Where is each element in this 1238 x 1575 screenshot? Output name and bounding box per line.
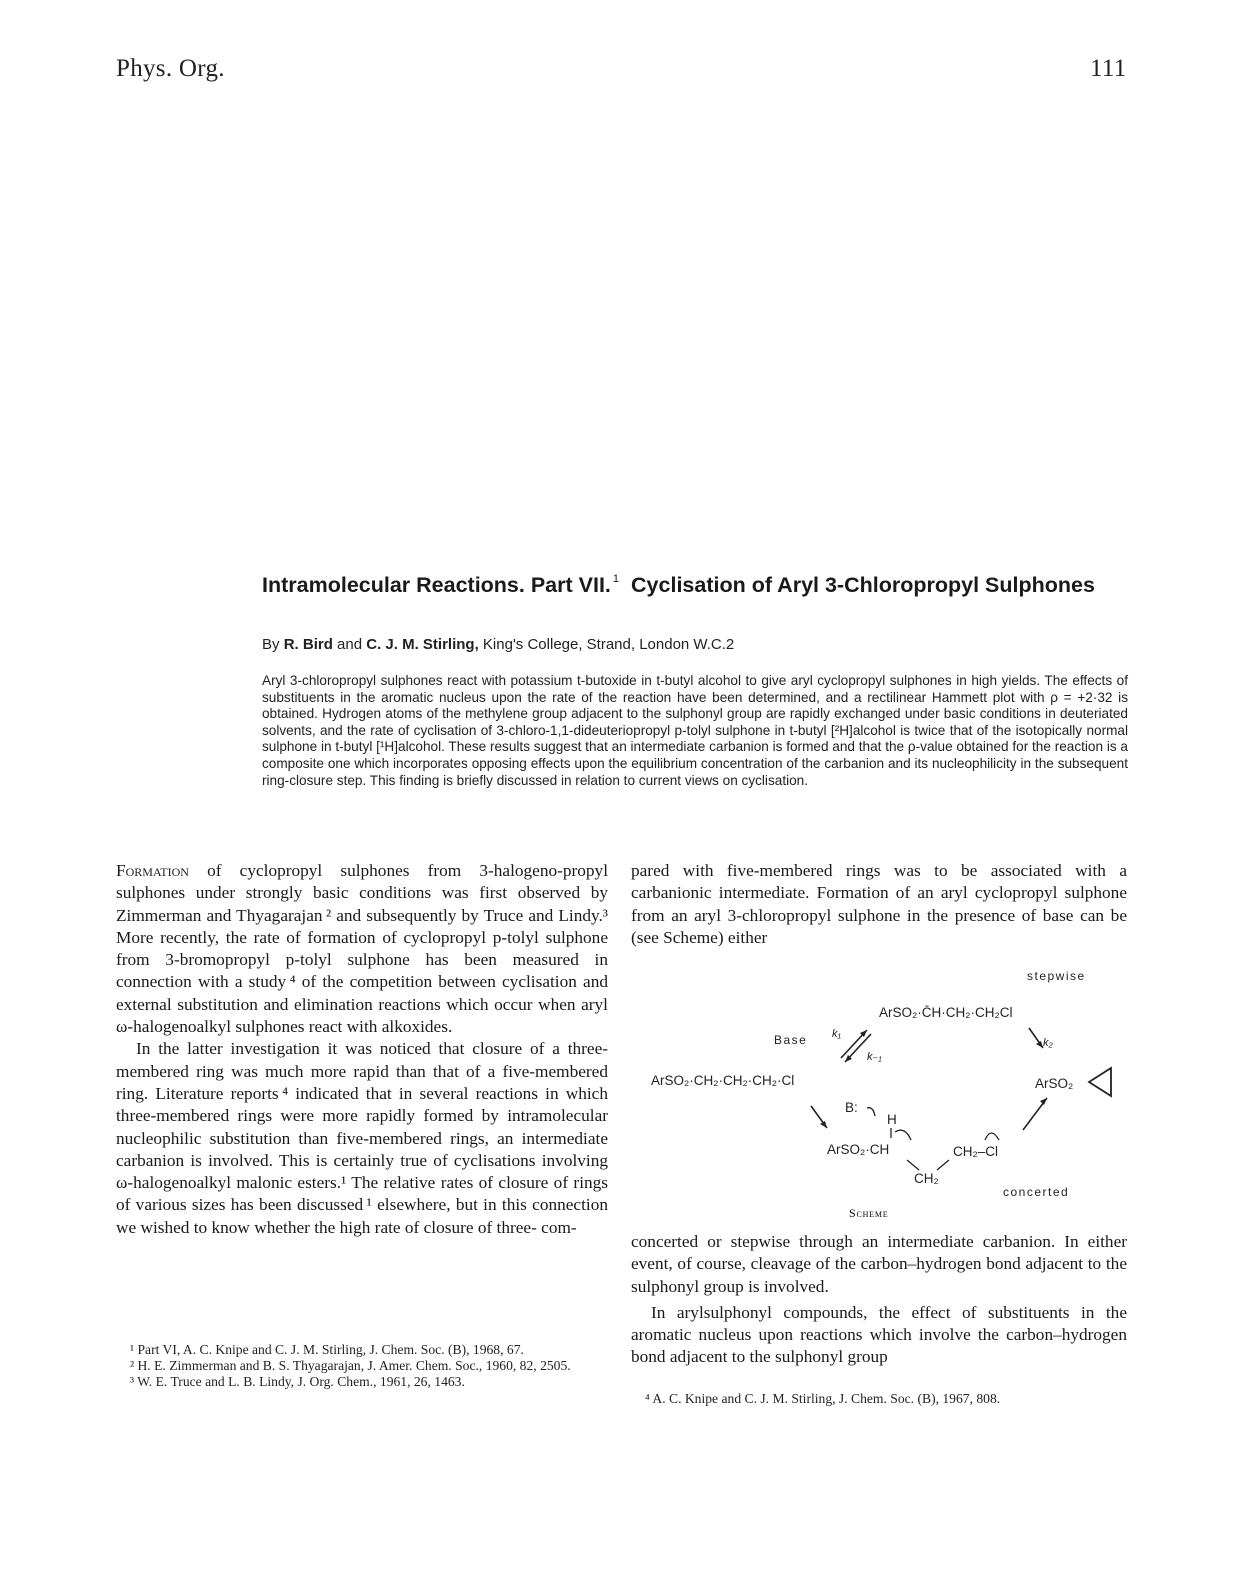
affiliation: King's College, Strand, London W.C.2: [482, 636, 735, 653]
scheme-start-compound: ArSO₂·CH₂·CH₂·CH₂·Cl: [651, 1073, 795, 1088]
right-paragraph-2: concerted or stepwise through an intermediate carbanion. In either event, of course, cleavage of the carbon–hydrogen bond adjacent to the sulphonyl group is involved.: [631, 1232, 1127, 1296]
arrowhead-k2: [1036, 1041, 1043, 1048]
title-ref: 1: [612, 573, 620, 585]
scheme-base-label: Base: [774, 1033, 808, 1047]
scheme-base-b: B:: [845, 1100, 858, 1115]
right-paragraph-3: In arylsulphonyl compounds, the effect of substituents in the aromatic nucleus upon reactions which involve the carbon–hydrogen bond adjacent to the sulphonyl group: [631, 1302, 1127, 1367]
author-2: C. J. M. Stirling,: [366, 636, 479, 653]
footnote-4: ⁴ A. C. Knipe and C. J. M. Stirling, J. Chem. Soc. (B), 1967, 808.: [645, 1391, 1001, 1406]
scheme-carbanion: ArSO₂·C̄H·CH₂·CH₂Cl: [879, 1005, 1013, 1020]
footnote-3: ³ W. E. Truce and L. B. Lindy, J. Org. Chem., 1961, 26, 1463.: [130, 1374, 465, 1390]
abstract: Aryl 3-chloropropyl sulphones react with potassium t-butoxide in t-butyl alcohol to give aryl cyclopropyl sulphones in high yields. The effects of substituents in the aromatic nucleus upon the rate of the reaction have been determined, and a rectilinear Hammett plot with ρ = +2·32 is obtained. Hydrogen atoms of the methylene group adjacent to the sulphonyl group are rapidly exchanged under basic conditions in deuteriated solvents, and the rate of cyclisation of 3-chloro-1,1-dideuteriopropyl p-tolyl sulphone in t-butyl [²H]alcohol is twice that of the isotopically normal sulphone in t-butyl [¹H]alcohol. These results suggest that an intermediate carbanion is formed and that the ρ-value obtained for the reaction is a composite one which incorporates opposing effects upon the equilibrium concentration of the carbanion and its nucleophilicity in the subsequent ring-closure step. This finding is briefly discussed in relation to current views on cyclisation.: [262, 673, 1128, 788]
scheme-k-minus-1: k₋₁: [867, 1051, 882, 1063]
scheme-product: ArSO₂: [1035, 1076, 1074, 1091]
footnotes-right: [631, 1391, 1127, 1407]
reaction-scheme: [631, 960, 1127, 1222]
ts-bond-right: [937, 1160, 949, 1170]
cyclopropane-ring-icon: [1089, 1068, 1111, 1096]
arrowhead-from-ts: [1040, 1098, 1047, 1105]
footnote-1: ¹ Part VI, A. C. Knipe and C. J. M. Stirling, J. Chem. Soc. (B), 1968, 67.: [130, 1342, 524, 1357]
scheme-caption: Scheme: [849, 1206, 889, 1220]
scheme-ts-ch2: CH₂: [914, 1171, 939, 1186]
arrowhead-to-ts: [820, 1121, 827, 1128]
right-column-bottom: [631, 1231, 1127, 1369]
footnote-2: ² H. E. Zimmerman and B. S. Thyagarajan, J. Amer. Chem. Soc., 1960, 82, 2505.: [130, 1358, 571, 1374]
journal-header: Phys. Org.: [116, 55, 225, 82]
scheme-stepwise-label: stepwise: [1027, 969, 1086, 983]
scheme-ts-right: CH₂–Cl: [953, 1144, 998, 1159]
left-p1-text: of cyclopropyl sulphones from 3-halogeno-propyl sulphones under strongly basic conditions was first observed by Zimmerman and Thyagarajan ² and subsequently by Truce and Lindy.³ More recently, the rate of formation of cyclopropyl p-tolyl sulphone from 3-bromopropyl p-tolyl sulphone has been measured in connection with a study ⁴ of the competition between cyclisation and external substitution and elimination reactions which occur when aryl ω-halogenoalkyl sulphones react with alkoxides.: [116, 861, 608, 1037]
scheme-k2: k₂: [1043, 1037, 1053, 1049]
scheme-concerted-label: concerted: [1003, 1185, 1070, 1199]
byline-by: By: [262, 636, 280, 653]
right-paragraph-1: pared with five-membered rings was to be associated with a carbanionic intermediate. Formation of an aryl cyclopropyl sulphone from an aryl 3-chloropropyl sulphone in the presence of base can be (see Scheme) either: [631, 861, 1127, 947]
byline-and: and: [337, 636, 363, 653]
curly-arrow-ch: [895, 1130, 911, 1140]
curly-arrow-cl: [985, 1133, 999, 1140]
ts-bond-left: [907, 1160, 919, 1170]
scheme-h-atom: H: [887, 1112, 897, 1127]
byline: [262, 636, 734, 653]
page-number: 111: [1090, 55, 1127, 82]
scheme-ts-left: ArSO₂·CH: [827, 1142, 890, 1157]
title-part1: Intramolecular Reactions. Part VII.: [262, 573, 611, 597]
left-paragraph-2: In the latter investigation it was noticed that closure of a three-membered ring was much more rapid than that of a five-membered ring. Literature reports ⁴ indicated that in several reactions in which three-membered rings were more rapidly formed by intramolecular nucleophilic substitution than five-membered rings, an intermediate carbanion is involved. This is certainly true of cyclisations involving ω-halogenoalkyl malonic esters.¹ The relative rates of closure of rings of various sizes has been discussed ¹ elsewhere, but in this connection we wished to know whether the high rate of closure of three- com-: [116, 1039, 608, 1237]
formation-lead: Formation: [116, 861, 189, 880]
right-column-top: [631, 860, 1127, 949]
title-part2: Cyclisation of Aryl 3-Chloropropyl Sulphones: [631, 573, 1095, 597]
curly-arrow-base: [867, 1108, 875, 1116]
author-1: R. Bird: [283, 636, 333, 653]
article-title: [262, 566, 1132, 598]
footnotes-left: [116, 1342, 608, 1391]
left-paragraph-1: [116, 860, 608, 1038]
left-column: [116, 860, 608, 1239]
scheme-k1: k₁: [832, 1028, 841, 1040]
